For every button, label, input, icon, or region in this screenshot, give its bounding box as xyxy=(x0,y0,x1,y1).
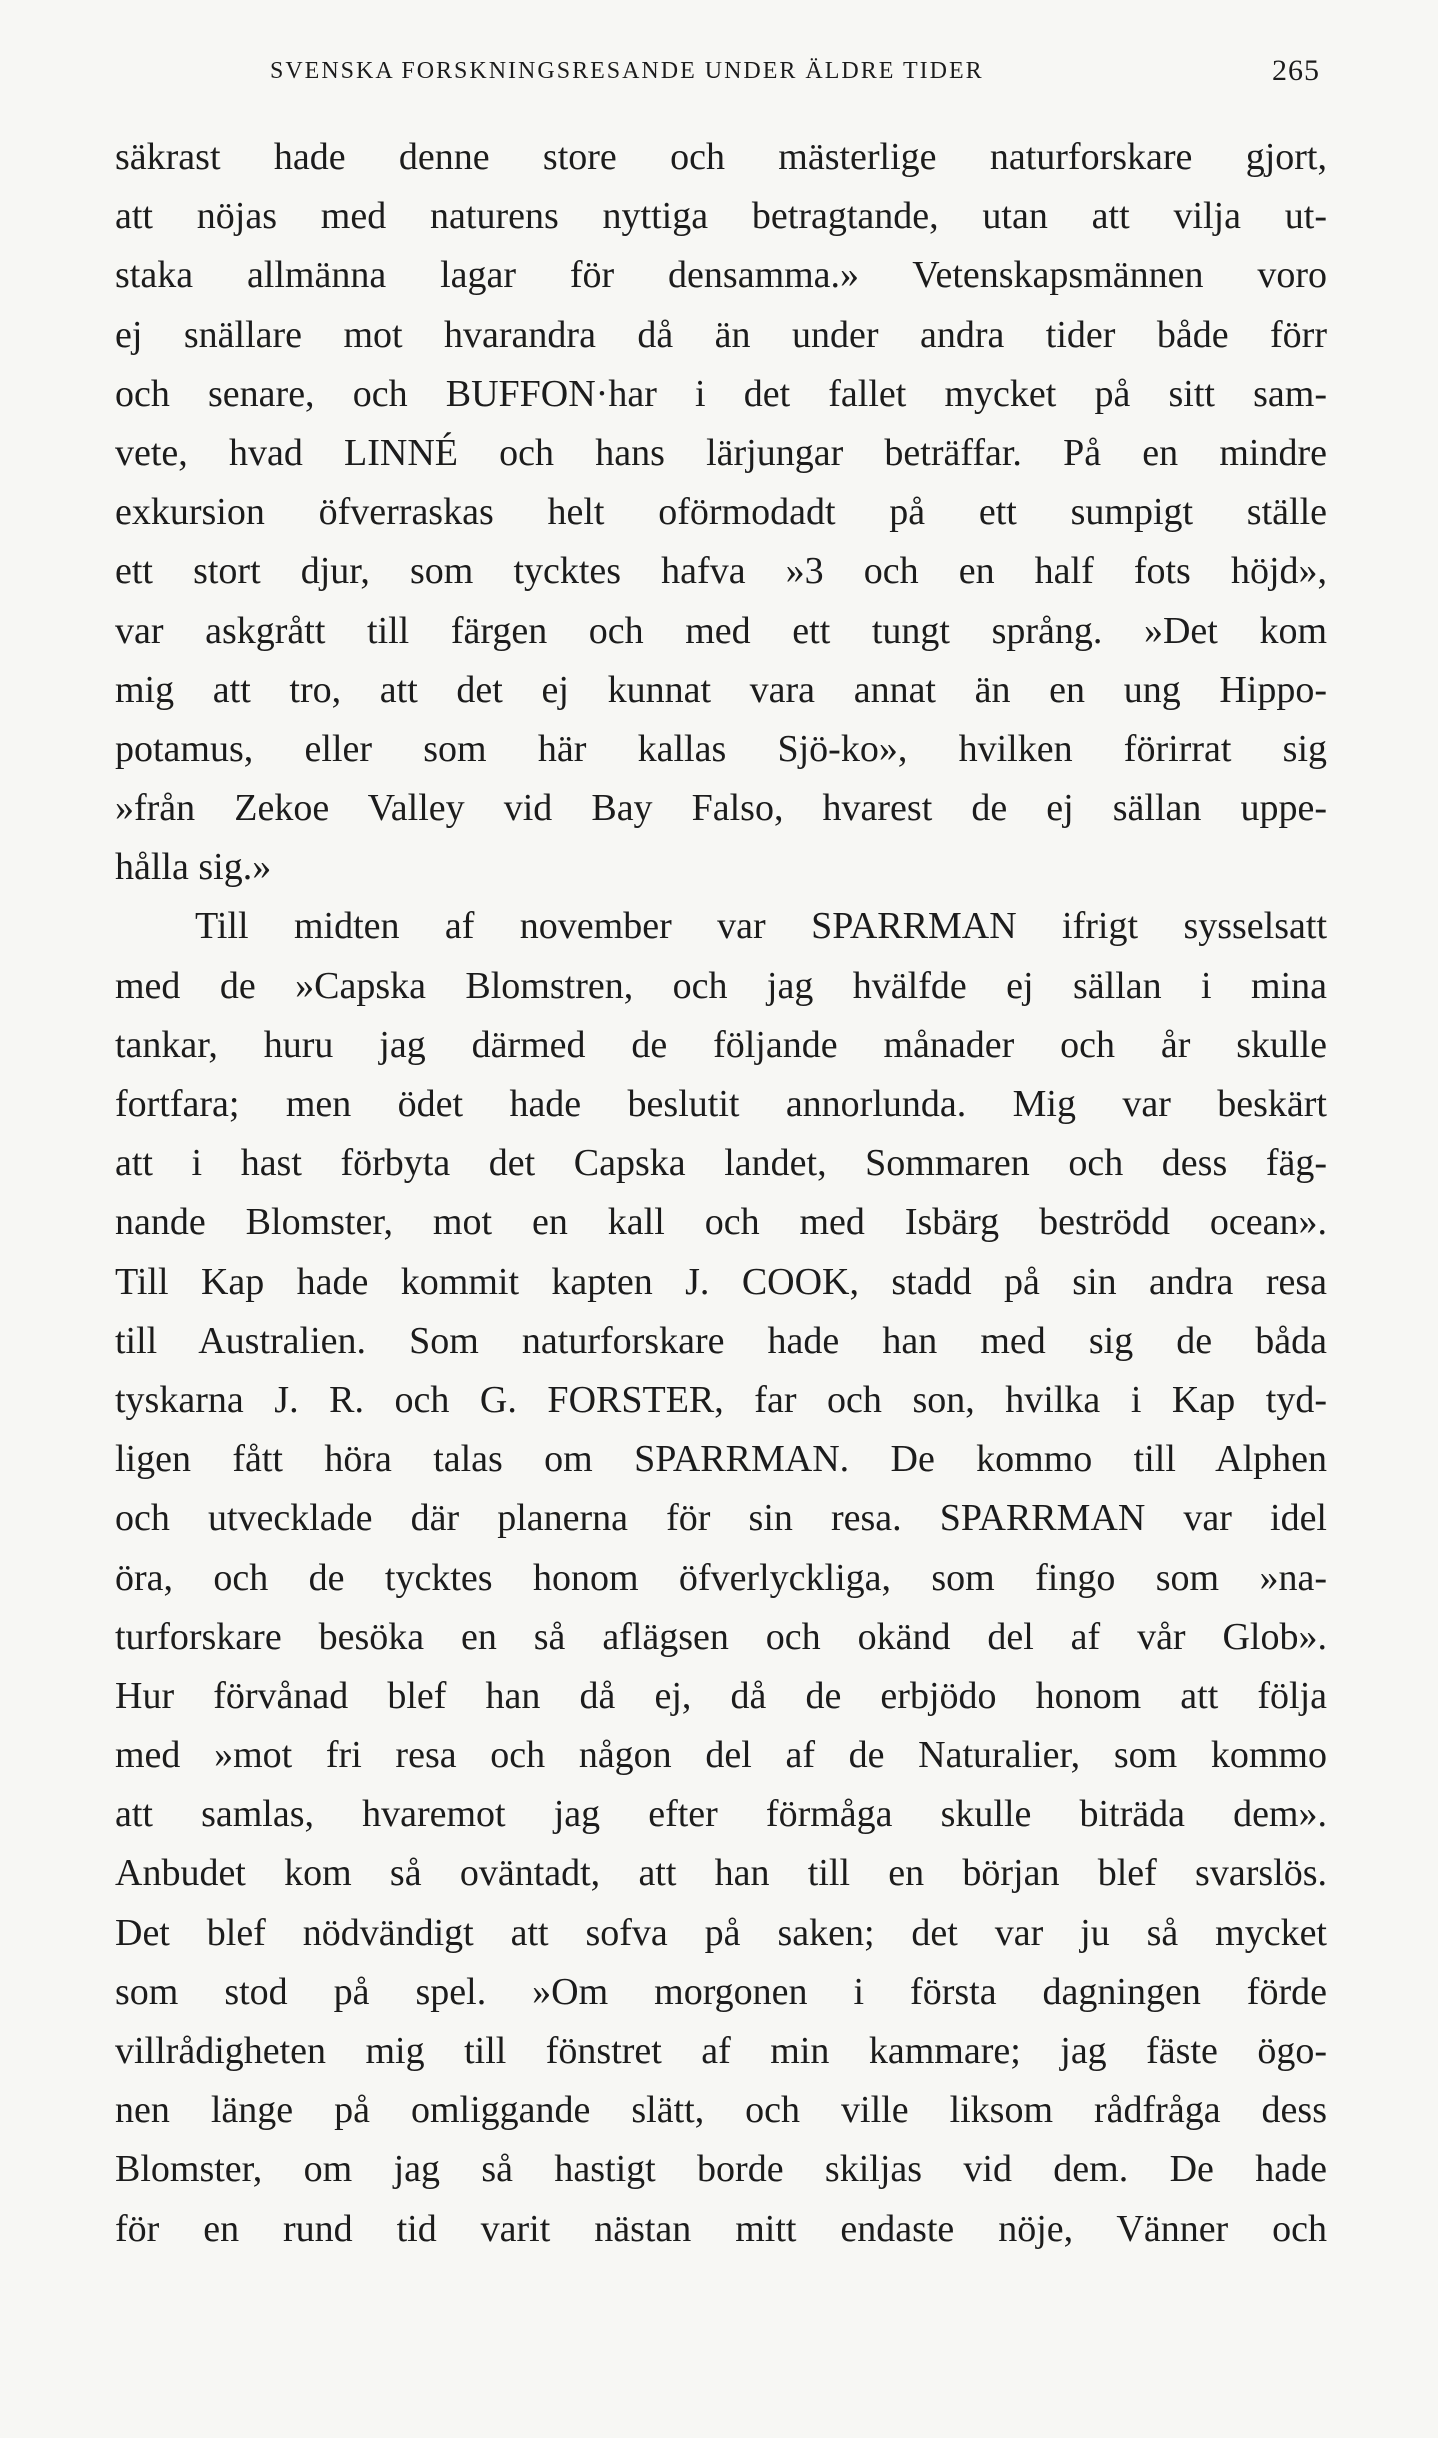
text-line: exkursion öfverraskas helt oförmodadt på ett sumpigt ställe xyxy=(115,491,1327,534)
text-line: Blomster, om jag så hastigt borde skiljas vid dem. De hade xyxy=(115,2148,1327,2191)
text-line: nande Blomster, mot en kall och med Isbärg beströdd ocean». xyxy=(115,1201,1327,1244)
text-line: med de »Capska Blomstren, och jag hvälfde ej sällan i mina xyxy=(115,964,1327,1007)
text-line: till Australien. Som naturforskare hade han med sig de båda xyxy=(115,1319,1327,1362)
text-line: staka allmänna lagar för densamma.» Vetenskapsmännen voro xyxy=(115,254,1327,297)
text-line: Till Kap hade kommit kapten J. COOK, stadd på sin andra resa xyxy=(115,1260,1327,1303)
text-line: vete, hvad LINNÉ och hans lärjungar beträffar. På en mindre xyxy=(115,431,1327,474)
running-title: SVENSKA FORSKNINGSRESANDE UNDER ÄLDRE TIDER xyxy=(270,58,984,84)
text-line: för en rund tid varit nästan mitt endaste nöje, Vänner och xyxy=(115,2207,1327,2250)
text-line: att i hast förbyta det Capska landet, Sommaren och dess fäg- xyxy=(115,1142,1327,1185)
text-line: ett stort djur, som tycktes hafva »3 och en half fots höjd», xyxy=(115,550,1327,593)
body-text xyxy=(115,128,1327,2259)
text-line: potamus, eller som här kallas Sjö-ko», hvilken förirrat sig xyxy=(115,727,1327,770)
paragraph-end-line: hålla sig.» xyxy=(115,846,272,889)
page-number: 265 xyxy=(1272,54,1320,87)
text-line: Hur förvånad blef han då ej, då de erbjödo honom att följa xyxy=(115,1674,1327,1717)
text-line: turforskare besöka en så aflägsen och okänd del af vår Glob». xyxy=(115,1615,1327,1658)
text-line: nen länge på omliggande slätt, och ville liksom rådfråga dess xyxy=(115,2089,1327,2132)
text-line: att samlas, hvaremot jag efter förmåga skulle biträda dem». xyxy=(115,1793,1327,1836)
text-line: att nöjas med naturens nyttiga betragtande, utan att vilja ut- xyxy=(115,195,1327,238)
running-head xyxy=(270,54,1320,98)
text-line: mig att tro, att det ej kunnat vara annat än en ung Hippo- xyxy=(115,668,1327,711)
text-line: säkrast hade denne store och mästerlige naturforskare gjort, xyxy=(115,136,1327,178)
text-line: fortfara; men ödet hade beslutit annorlunda. Mig var beskärt xyxy=(115,1083,1327,1125)
text-line: Det blef nödvändigt att sofva på saken; det var ju så mycket xyxy=(115,1911,1327,1954)
text-line: som stod på spel. »Om morgonen i första dagningen förde xyxy=(115,1970,1327,2013)
text-line: och senare, och BUFFON·har i det fallet mycket på sitt sam- xyxy=(115,372,1327,415)
text-line: »från Zekoe Valley vid Bay Falso, hvarest de ej sällan uppe- xyxy=(115,787,1327,830)
text-line: och utvecklade där planerna för sin resa. SPARRMAN var idel xyxy=(115,1497,1327,1540)
text-line: ligen fått höra talas om SPARRMAN. De kommo till Alphen xyxy=(115,1438,1327,1481)
text-line: villrådigheten mig till fönstret af min kammare; jag fäste ögo- xyxy=(115,2030,1327,2072)
text-line: öra, och de tycktes honom öfverlyckliga, som fingo som »na- xyxy=(115,1556,1327,1599)
text-line: ej snällare mot hvarandra då än under andra tider både förr xyxy=(115,313,1327,356)
text-line: tankar, huru jag därmed de följande månader och år skulle xyxy=(115,1023,1327,1066)
text-line: var askgrått till färgen och med ett tungt språng. »Det kom xyxy=(115,609,1327,652)
paragraph-start-line: Till midten af november var SPARRMAN ifrigt sysselsatt xyxy=(195,905,1327,948)
text-line: Anbudet kom så oväntadt, att han till en början blef svarslös. xyxy=(115,1852,1327,1895)
text-line: med »mot fri resa och någon del af de Naturalier, som kommo xyxy=(115,1734,1327,1777)
text-line: tyskarna J. R. och G. FORSTER, far och son, hvilka i Kap tyd- xyxy=(115,1378,1327,1421)
